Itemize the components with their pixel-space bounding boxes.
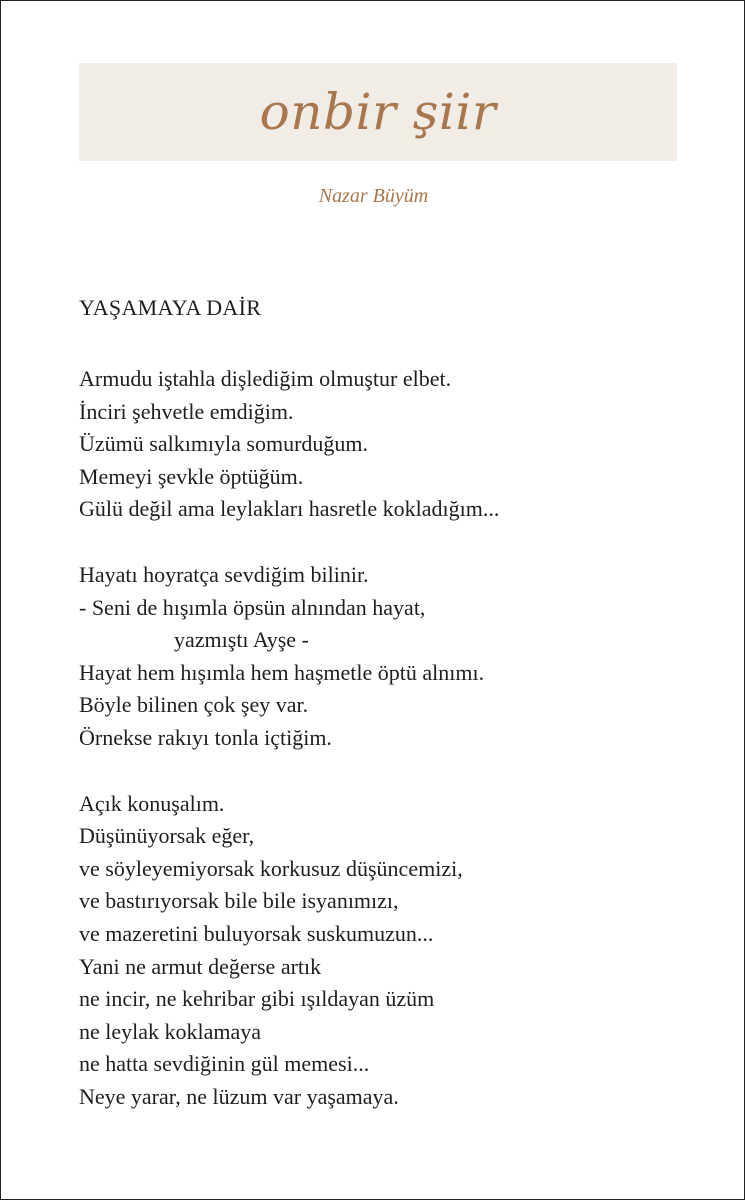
poem-line: Gülü değil ama leylakları hasretle kokladığım... <box>79 496 500 522</box>
poem-line: Örnekse rakıyı tonla içtiğim. <box>79 724 332 750</box>
poem-line: Açık konuşalım. <box>79 790 225 816</box>
poem-line: ne incir, ne kehribar gibi ışıldayan üzüm <box>79 986 435 1012</box>
poem-line-indented: yazmıştı Ayşe - <box>174 627 309 653</box>
poem-line: İnciri şehvetle emdiğim. <box>79 398 294 424</box>
poem-line: Hayatı hoyratça sevdiğim bilinir. <box>79 561 369 587</box>
stanza-2 <box>79 559 719 755</box>
poem-line: - Seni de hışımla öpsün alnından hayat, <box>79 594 426 620</box>
poem-line: ve mazeretini buluyorsak suskumuzun... <box>79 920 434 946</box>
stanza-3 <box>79 788 719 1114</box>
poem-line: ne leylak koklamaya <box>79 1018 262 1044</box>
author-name: Nazar Büyüm <box>318 185 429 207</box>
poem-line: ve söyleyemiyorsak korkusuz düşüncemizi, <box>79 855 463 881</box>
poem-line: Memeyi şevkle öptüğüm. <box>79 463 304 489</box>
poem-line: Hayat hem hışımla hem haşmetle öptü alnımı. <box>79 659 485 685</box>
poem-line: Yani ne armut değerse artık <box>79 953 322 979</box>
poem-line: Düşünüyorsak eğer, <box>79 823 255 849</box>
poem-line: Böyle bilinen çok şey var. <box>79 692 309 718</box>
poem-title: YAŞAMAYA DAİR <box>79 295 262 320</box>
poem-line: Armudu iştahla dişlediğim olmuştur elbet. <box>79 366 452 391</box>
book-title: onbir şiir <box>259 83 497 141</box>
poem-line: Üzümü salkımıyla somurduğum. <box>79 431 369 457</box>
title-banner <box>79 63 677 161</box>
poem-line: Neye yarar, ne lüzum var yaşamaya. <box>79 1083 399 1109</box>
poem <box>79 292 719 1146</box>
stanza-1 <box>79 363 719 526</box>
poem-line: ne hatta sevdiğinin gül memesi... <box>79 1051 370 1077</box>
poem-line: ve bastırıyorsak bile bile isyanımızı, <box>79 888 399 914</box>
